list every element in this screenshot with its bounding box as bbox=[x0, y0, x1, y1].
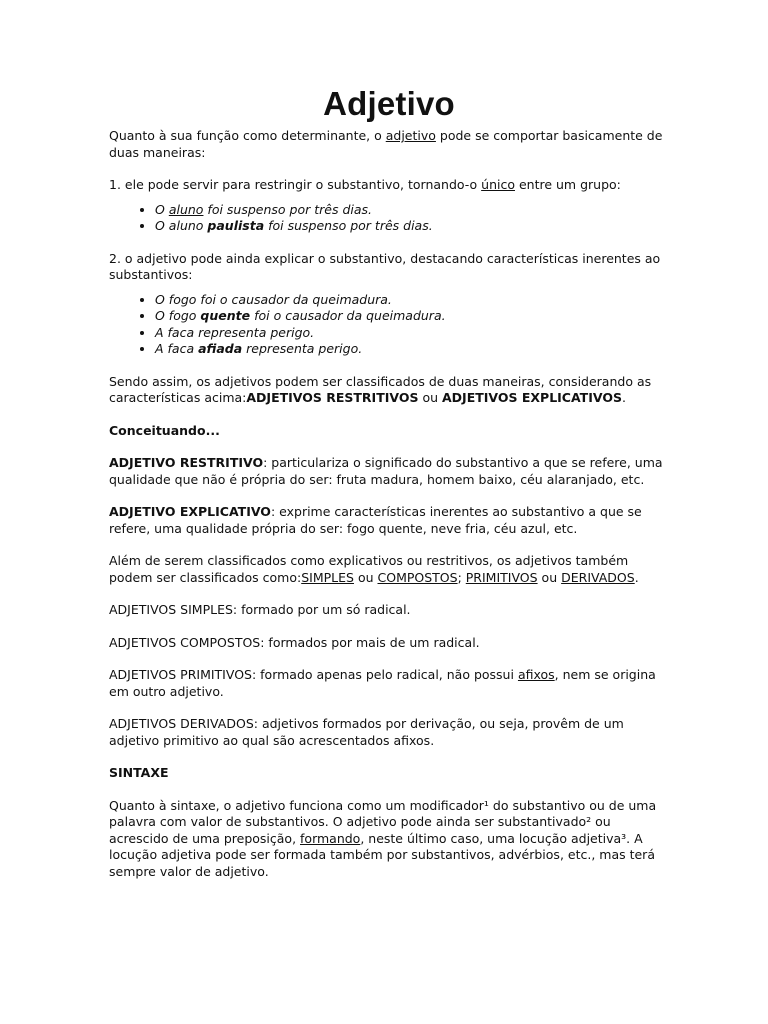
intro-paragraph: Quanto à sua função como determinante, o adjetivo pode se comportar basicamente de duas maneiras: bbox=[109, 128, 663, 160]
point-2: 2. o adjetivo pode ainda explicar o substantivo, destacando características inerentes ao substantivos: bbox=[109, 250, 661, 282]
summary-paragraph: Sendo assim, os adjetivos podem ser classificados de duas maneiras, considerando as características acima:ADJETIVOS RESTRITIVOS ou ADJETIVOS EXPLICATIVOS. bbox=[109, 373, 652, 405]
classification-paragraph: Além de serem classificados como explicativos ou restritivos, os adjetivos também podem ser classificados como:SIMPLES ou COMPOSTOS; PRIMITIVOS ou DERIVADOS. bbox=[109, 553, 639, 585]
link-afixos[interactable]: afixos bbox=[517, 667, 555, 682]
link-aluno[interactable]: aluno bbox=[168, 201, 204, 217]
definition-derivados: ADJETIVOS DERIVADOS: adjetivos formados por derivação, ou seja, provêm de um adjetivo primitivo ao qual são acrescentados afixos. bbox=[109, 716, 624, 748]
link-unico[interactable]: único bbox=[481, 177, 515, 192]
list-item: • O fogo quente foi o causador da queimadura. bbox=[155, 308, 669, 325]
link-formando[interactable]: formando bbox=[300, 830, 361, 846]
definition-simples: ADJETIVOS SIMPLES: formado por um só radical. bbox=[109, 602, 411, 617]
link-primitivos[interactable]: PRIMITIVOS bbox=[465, 569, 538, 585]
list-item: • A faca representa perigo. bbox=[155, 325, 669, 342]
definition-compostos: ADJETIVOS COMPOSTOS: formados por mais de um radical. bbox=[109, 634, 480, 650]
page-title: Adjetivo bbox=[323, 85, 455, 122]
definition-restritivo: ADJETIVO RESTRITIVO: particulariza o significado do substantivo a que se refere, uma qualidade que não é própria do ser: fruta madura, homem baixo, céu alaranjado, etc. bbox=[109, 455, 663, 487]
sintaxe-paragraph: Quanto à sintaxe, o adjetivo funciona como um modificador¹ do substantivo ou de uma palavra com valor de substantivos. O adjetivo pode ainda ser substantivado² ou acrescido de uma preposição, formando, neste último caso, uma locução adjetiva³. A locução adjetiva pode ser formada também por substantivos, advérbios, etc., mas terá sempre valor de adjetivo. bbox=[109, 797, 657, 879]
definition-primitivos: ADJETIVOS PRIMITIVOS: formado apenas pelo radical, não possui afixos, nem se origina em outro adjetivo. bbox=[109, 667, 656, 699]
list-item: • O aluno paulista foi suspenso por três dias. bbox=[155, 218, 669, 235]
list-item: • A faca afiada representa perigo. bbox=[155, 341, 669, 358]
example-list-2 bbox=[109, 292, 669, 358]
list-item: • O aluno foi suspenso por três dias. bbox=[155, 202, 669, 219]
example-list-1 bbox=[109, 202, 669, 235]
definition-explicativo: ADJETIVO EXPLICATIVO: exprime características inerentes ao substantivo a que se refere, uma qualidade própria do ser: fogo quente, neve fria, céu azul, etc. bbox=[109, 504, 642, 536]
term-explicativo: ADJETIVO EXPLICATIVO bbox=[109, 504, 271, 519]
document-page bbox=[109, 84, 669, 896]
link-derivados[interactable]: DERIVADOS bbox=[561, 569, 635, 585]
term-restritivo: ADJETIVO RESTRITIVO bbox=[109, 455, 264, 470]
heading-conceituando: Conceituando... bbox=[109, 422, 220, 438]
link-compostos[interactable]: COMPOSTOS bbox=[377, 569, 458, 585]
list-item: • O fogo foi o causador da queimadura. bbox=[155, 292, 669, 309]
heading-sintaxe: SINTAXE bbox=[109, 765, 169, 780]
link-adjetivo[interactable]: adjetivo bbox=[385, 128, 436, 143]
link-simples[interactable]: SIMPLES bbox=[301, 569, 354, 585]
point-1: 1. ele pode servir para restringir o substantivo, tornando-o único entre um grupo: bbox=[109, 177, 621, 192]
